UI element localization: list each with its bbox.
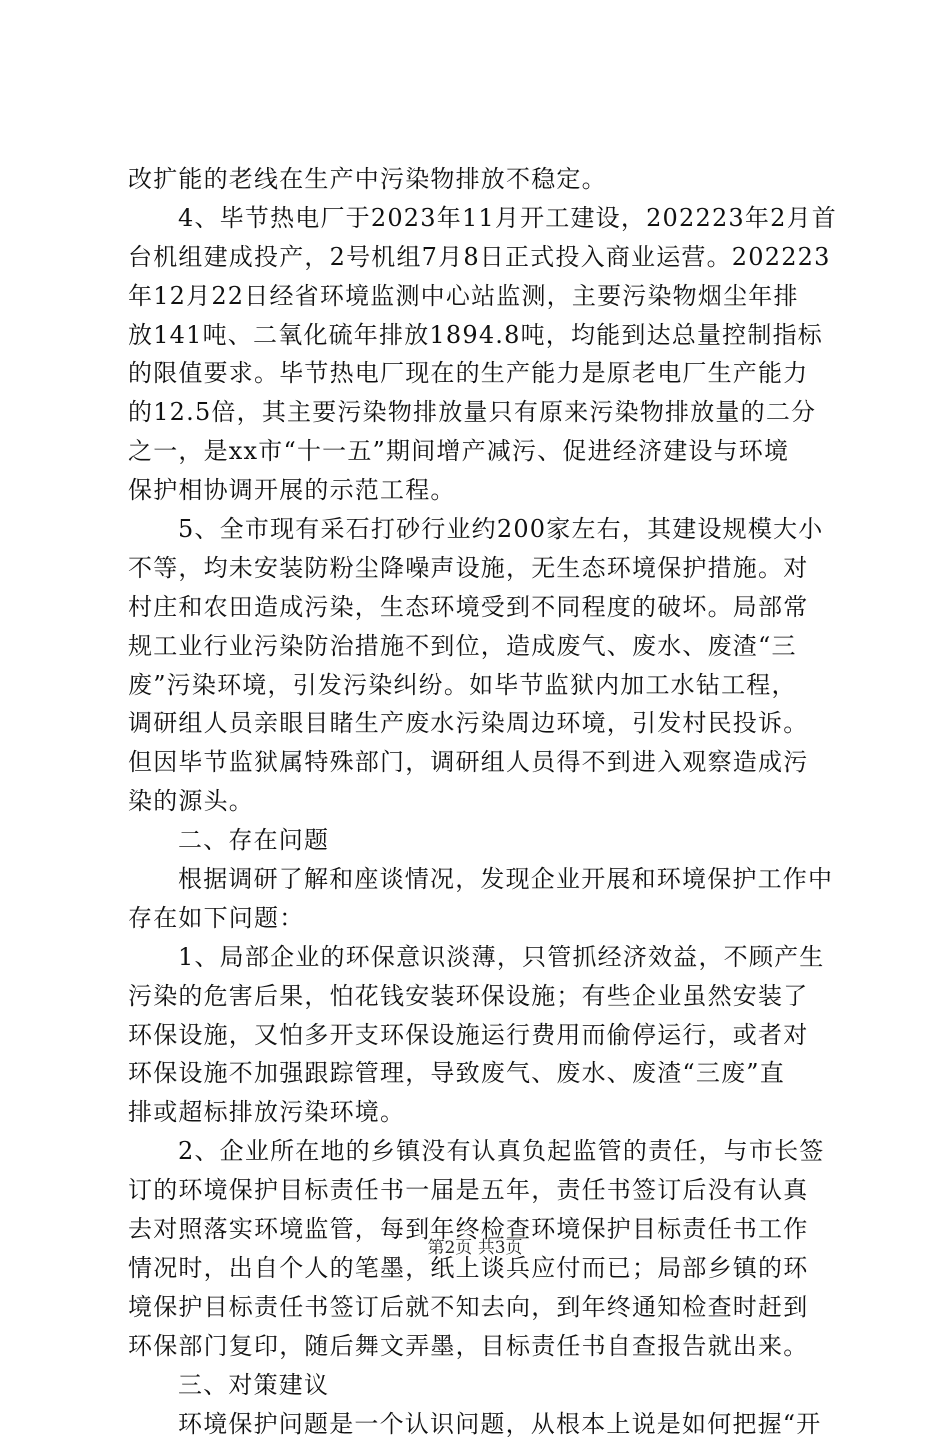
section-heading: 二、存在问题 xyxy=(128,821,828,860)
text-line: 污染的危害后果，怕花钱安装环保设施；有些企业虽然安装了 xyxy=(128,977,828,1016)
text-line: 村庄和农田造成污染，生态环境受到不同程度的破坏。局部常 xyxy=(128,588,828,627)
text-line: 规工业行业污染防治措施不到位，造成废气、废水、废渣“三 xyxy=(128,627,828,666)
text-line: 根据调研了解和座谈情况，发现企业开展和环境保护工作中 xyxy=(128,860,828,899)
text-line: 境保护目标责任书签订后就不知去向，到年终通知检查时赶到 xyxy=(128,1288,828,1327)
text-line: 年12月22日经省环境监测中心站监测，主要污染物烟尘年排 xyxy=(128,277,828,316)
text-line: 1、局部企业的环保意识淡薄，只管抓经济效益，不顾产生 xyxy=(128,938,828,977)
text-line: 4、毕节热电厂于2023年11月开工建设，202223年2月首 xyxy=(128,199,828,238)
text-line: 废”污染环境，引发污染纠纷。如毕节监狱内加工水钻工程， xyxy=(128,666,828,705)
text-line: 情况时，出自个人的笔墨，纸上谈兵应付而已；局部乡镇的环 xyxy=(128,1249,828,1288)
text-line: 5、全市现有采石打砂行业约200家左右，其建设规模大小 xyxy=(128,510,828,549)
text-line: 之一，是xx市“十一五”期间增产减污、促进经济建设与环境 xyxy=(128,432,828,471)
text-line: 环境保护问题是一个认识问题，从根本上说是如何把握“开 xyxy=(128,1405,828,1443)
text-line: 的限值要求。毕节热电厂现在的生产能力是原老电厂生产能力 xyxy=(128,354,828,393)
text-line: 但因毕节监狱属特殊部门，调研组人员得不到进入观察造成污 xyxy=(128,743,828,782)
section-heading: 三、对策建议 xyxy=(128,1366,828,1405)
text-line: 环保设施不加强跟踪管理，导致废气、废水、废渣“三废”直 xyxy=(128,1054,828,1093)
text-line: 2、企业所在地的乡镇没有认真负起监管的责任，与市长签 xyxy=(128,1132,828,1171)
text-line: 的12.5倍，其主要污染物排放量只有原来污染物排放量的二分 xyxy=(128,393,828,432)
text-line: 排或超标排放污染环境。 xyxy=(128,1093,828,1132)
text-line: 不等，均未安装防粉尘降噪声设施，无生态环境保护措施。对 xyxy=(128,549,828,588)
text-line: 环保设施，又怕多开支环保设施运行费用而偷停运行，或者对 xyxy=(128,1016,828,1055)
text-line: 去对照落实环境监管，每到年终检查环境保护目标责任书工作 xyxy=(128,1210,828,1249)
text-line: 保护相协调开展的示范工程。 xyxy=(128,471,828,510)
text-line: 改扩能的老线在生产中污染物排放不稳定。 xyxy=(128,160,828,199)
text-line: 订的环境保护目标责任书一届是五年，责任书签订后没有认真 xyxy=(128,1171,828,1210)
text-line: 台机组建成投产，2号机组7月8日正式投入商业运营。202223 xyxy=(128,238,828,277)
text-line: 调研组人员亲眼目睹生产废水污染周边环境，引发村民投诉。 xyxy=(128,704,828,743)
text-line: 染的源头。 xyxy=(128,782,828,821)
page-number: 第2页 共3页 xyxy=(0,1236,950,1260)
text-line: 放141吨、二氧化硫年排放1894.8吨，均能到达总量控制指标 xyxy=(128,316,828,355)
text-line: 存在如下问题： xyxy=(128,899,828,938)
text-line: 环保部门复印，随后舞文弄墨，目标责任书自查报告就出来。 xyxy=(128,1327,828,1366)
